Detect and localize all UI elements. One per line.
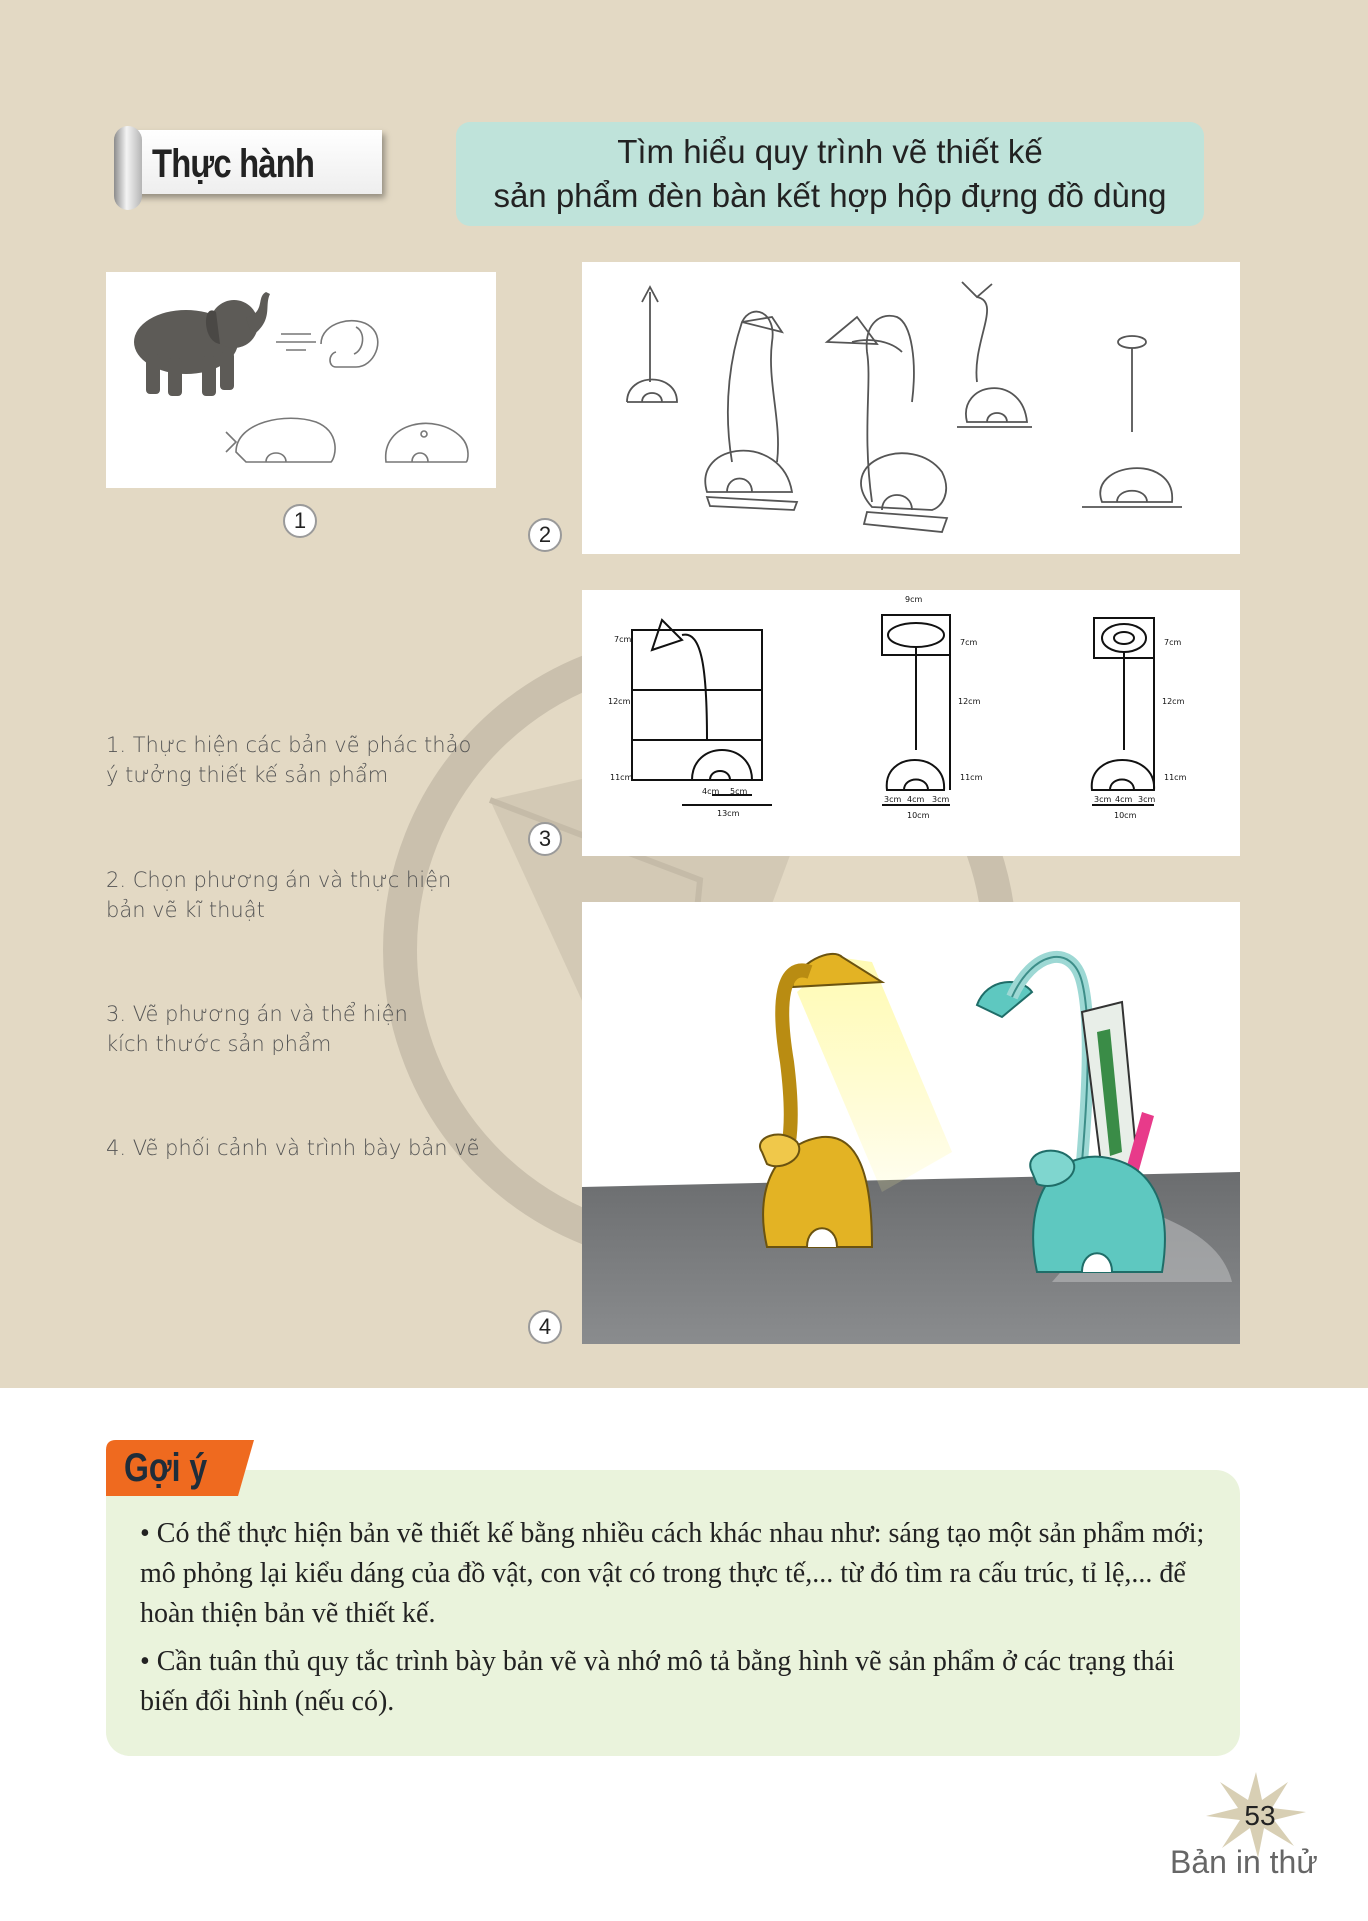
dim-label-c-12cm: 12cm <box>1162 697 1185 706</box>
hint-bullet-2: • Cần tuân thủ quy tắc trình bày bản vẽ và nhớ mô tả bằng hình vẽ sản phẩm ở các trạng thái biến đổi hình (nếu có). <box>140 1646 1175 1717</box>
step-3 <box>106 999 506 1059</box>
dim-label-c-10cm: 10cm <box>1114 811 1137 820</box>
step-3-line-2: kích thước sản phẩm <box>106 1032 332 1056</box>
figure-3-number: 3 <box>528 822 562 856</box>
dim-label-c-7cm: 7cm <box>1164 638 1182 647</box>
dim-label-b-7cm: 7cm <box>960 638 978 647</box>
step-1-line-1: 1. Thực hiện các bản vẽ phác thảo <box>106 733 472 757</box>
dim-label-b-4cm: 4cm <box>907 795 925 804</box>
dim-label-a-13cm: 13cm <box>717 809 740 818</box>
figure-1-elephant-sketches <box>106 272 496 488</box>
dim-label-c-3cm-right: 3cm <box>1138 795 1156 804</box>
dim-label-b-3cm-right: 3cm <box>932 795 950 804</box>
lamp-render-illustration <box>582 902 1240 1344</box>
elephant-sketch-illustration <box>106 272 496 488</box>
dim-label-a-5cm: 5cm <box>730 787 748 796</box>
practice-label-text: Thực hành <box>152 142 315 186</box>
hint-bullet-1: • Có thể thực hiện bản vẽ thiết kế bằng nhiều cách khác nhau như: sáng tạo một sản phẩm mới; mô phỏng lại kiểu dáng của đồ vật, con vật có trong thực tế,... từ đó tìm ra cấu trúc, tỉ lệ,... để hoàn thiện bản vẽ thiết kế. <box>140 1518 1205 1629</box>
dim-label-b-12cm: 12cm <box>958 697 981 706</box>
dim-label-c-3cm: 3cm <box>1094 795 1112 804</box>
draft-label: Bản in thử <box>1170 1844 1318 1880</box>
dim-label-a-7cm: 7cm <box>614 635 632 644</box>
title-line-2: sản phẩm đèn bàn kết hợp hộp đựng đồ dùng <box>493 177 1167 214</box>
dim-label-b-9cm: 9cm <box>905 595 923 604</box>
dim-label-b-11cm: 11cm <box>960 773 983 782</box>
step-4 <box>106 1133 506 1163</box>
figure-4-number: 4 <box>528 1310 562 1344</box>
step-2-line-2: bản vẽ kĩ thuật <box>106 898 265 922</box>
figure-2-number: 2 <box>528 518 562 552</box>
step-4-line-1: 4. Vẽ phối cảnh và trình bày bản vẽ <box>106 1136 480 1160</box>
hint-tab <box>106 1440 254 1496</box>
dim-label-a-4cm: 4cm <box>702 787 720 796</box>
step-3-line-1: 3. Vẽ phương án và thể hiện <box>106 1002 408 1026</box>
scroll-curl-icon <box>114 126 142 210</box>
page-number: 53 <box>1244 1800 1276 1831</box>
dim-label-c-4cm: 4cm <box>1115 795 1133 804</box>
practice-label <box>112 126 384 202</box>
step-1 <box>106 730 506 790</box>
dim-label-a-11cm: 11cm <box>610 773 633 782</box>
dim-label-b-10cm: 10cm <box>907 811 930 820</box>
title-line-1: Tìm hiểu quy trình vẽ thiết kế <box>617 133 1043 170</box>
hint-label: Gợi ý <box>124 1446 208 1490</box>
dim-label-c-11cm: 11cm <box>1164 773 1187 782</box>
step-2-line-1: 2. Chọn phương án và thực hiện <box>106 868 452 892</box>
dim-label-a-12cm: 12cm <box>608 697 631 706</box>
dim-label-b-3cm: 3cm <box>884 795 902 804</box>
step-2 <box>106 865 506 925</box>
figure-4-perspective-render <box>582 902 1240 1344</box>
figure-3-technical-drawing <box>582 590 1240 856</box>
lamp-sketch-illustration <box>582 262 1240 554</box>
step-1-line-2: ý tưởng thiết kế sản phẩm <box>106 763 389 787</box>
technical-drawing-illustration <box>582 590 1240 856</box>
activity-title <box>456 122 1204 226</box>
figure-1-number: 1 <box>283 504 317 538</box>
figure-2-lamp-sketches <box>582 262 1240 554</box>
